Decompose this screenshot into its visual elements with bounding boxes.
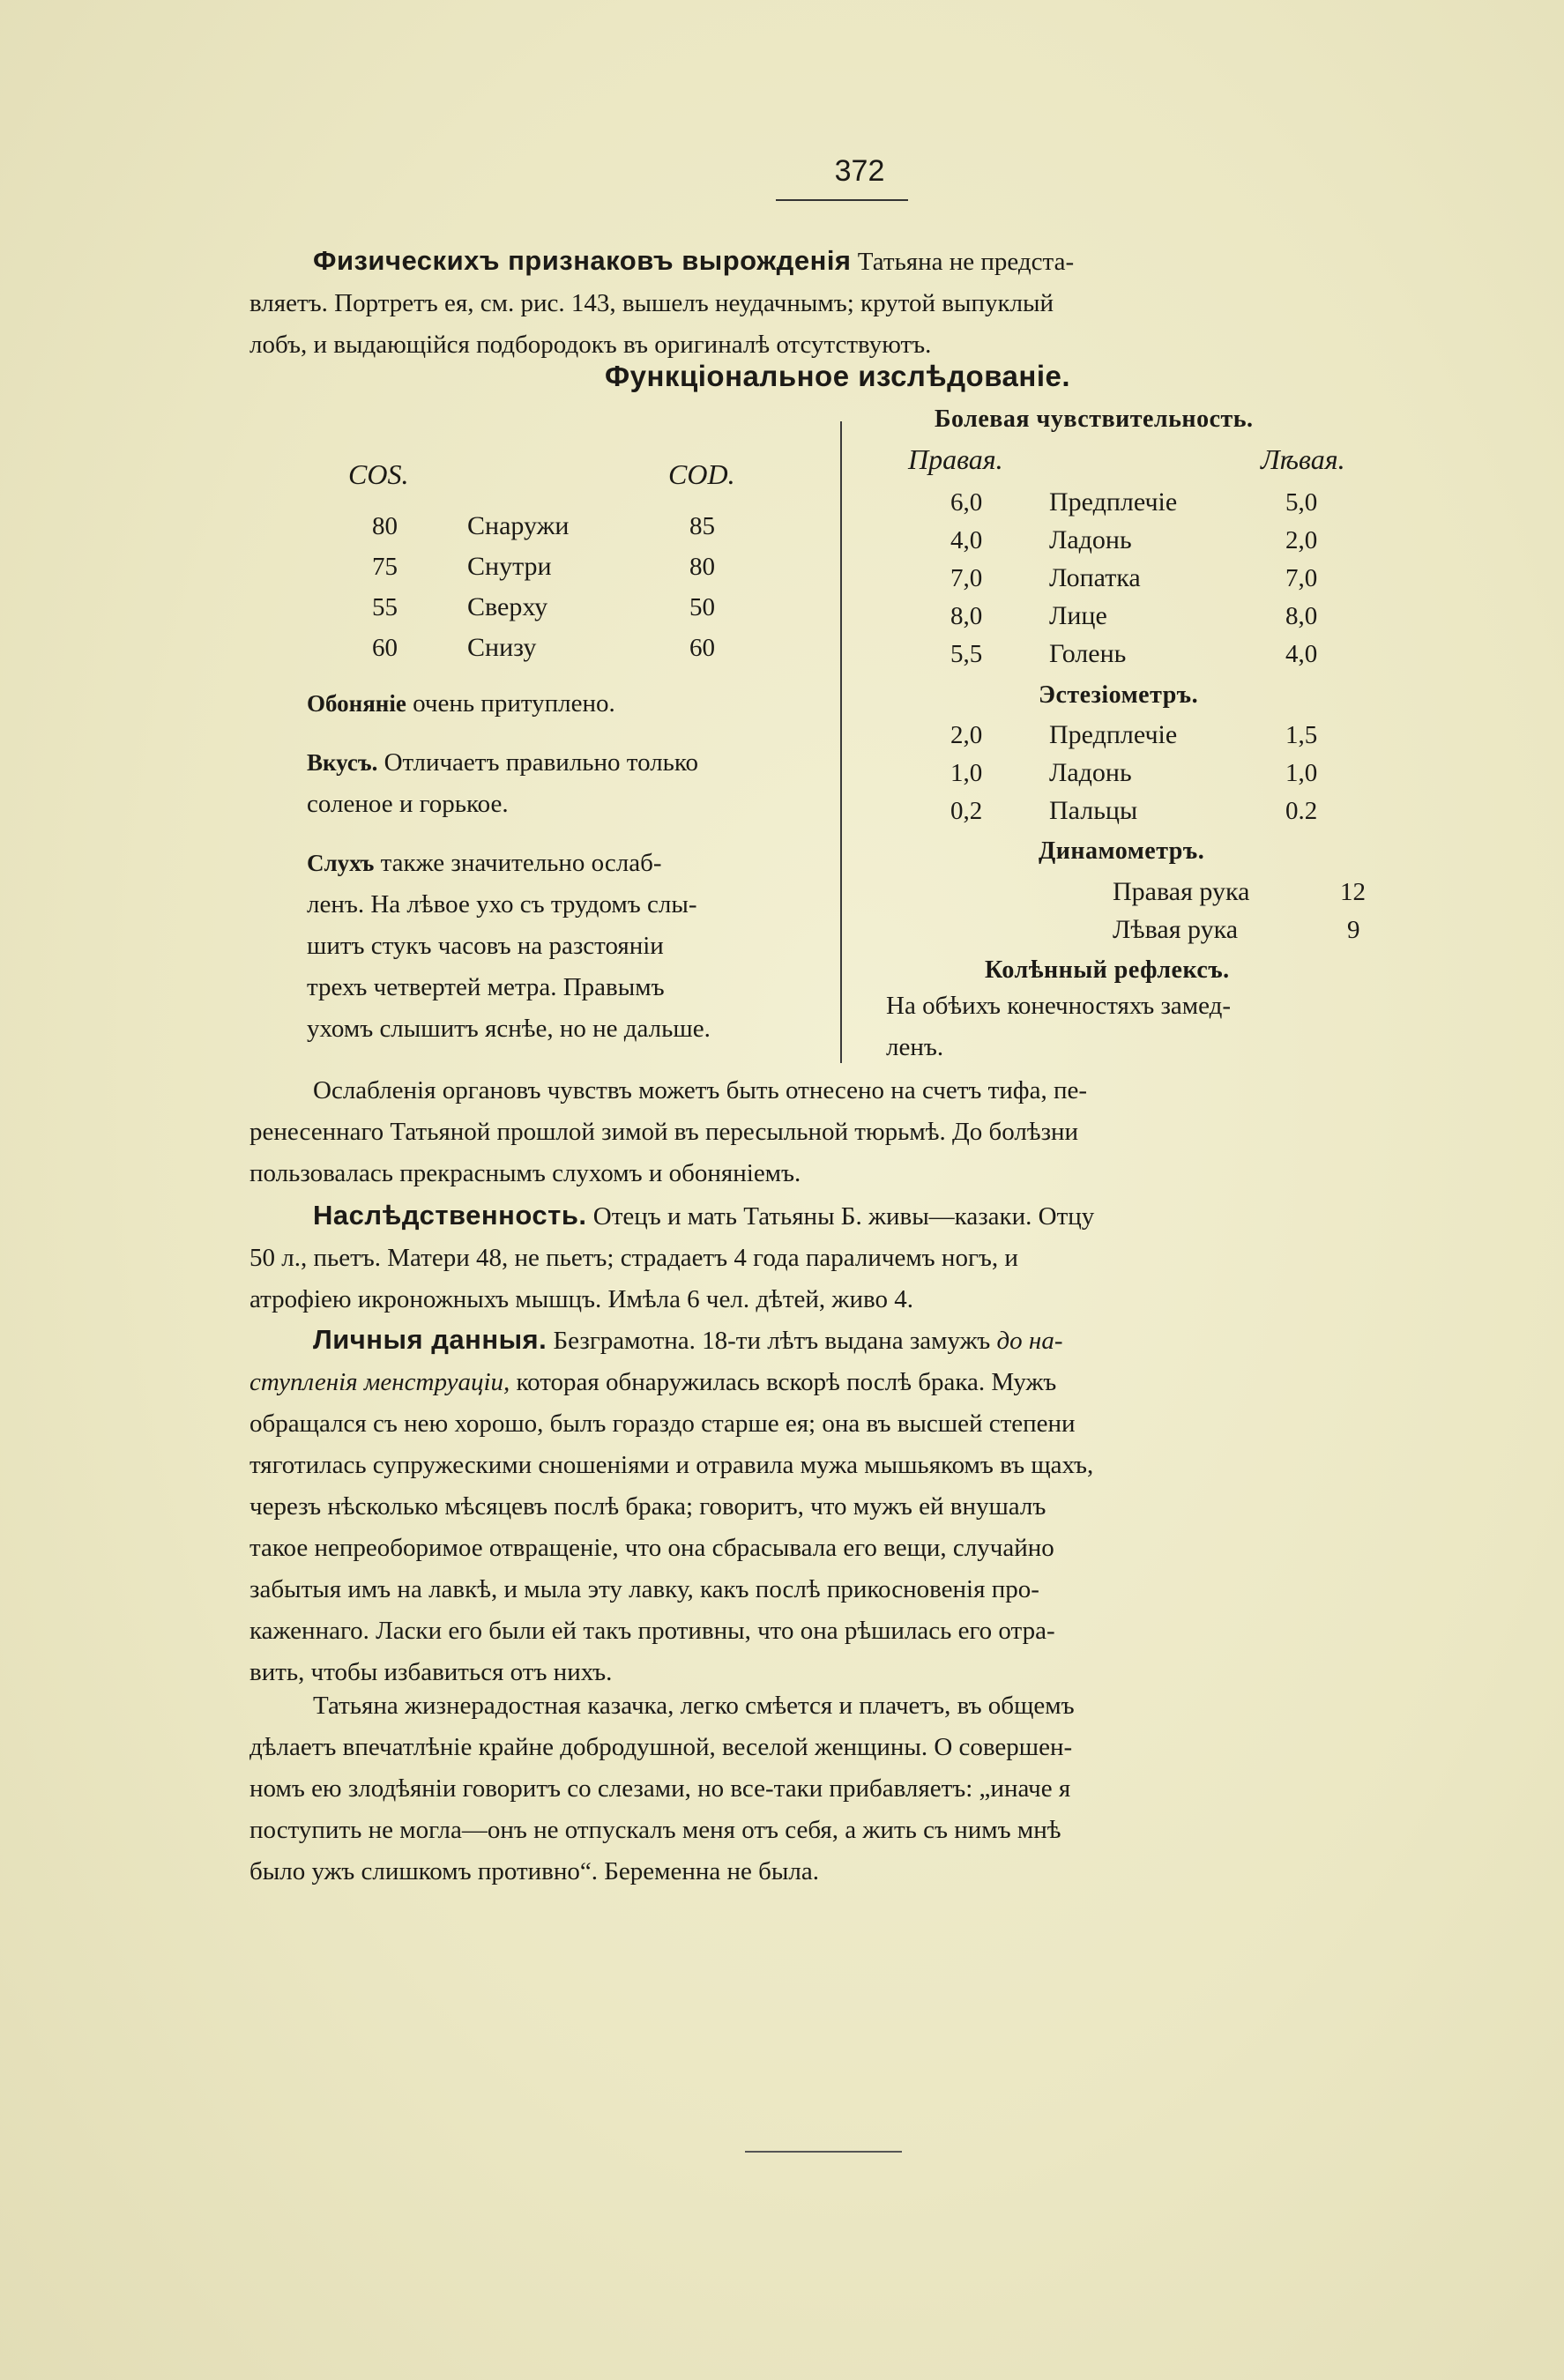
pain-right-value: 8,0 <box>950 602 983 630</box>
pain-right-value: 4,0 <box>950 526 983 554</box>
pain-title: Болевая чувствительность. <box>935 405 1254 433</box>
page-number-rule <box>776 199 908 201</box>
vision-right-value: 80 <box>689 553 715 581</box>
pain-label: Предплечіе <box>1049 487 1178 517</box>
personal-line2-italic: ступленія менструаціи, <box>249 1368 510 1396</box>
pain-left-value: 7,0 <box>1285 564 1318 592</box>
pain-right-value: 5,5 <box>950 640 983 668</box>
personal-line1: Безграмотна. 18-ти лѣтъ выдана замужъ <box>547 1327 997 1355</box>
pain-left-value: 8,0 <box>1285 602 1318 630</box>
esthesiometer-right-value: 2,0 <box>950 721 983 749</box>
intro-line3: лобъ, и выдающійся подбородокъ въ оригиналѣ отсутствуютъ. <box>249 331 932 359</box>
pain-left-value: 5,0 <box>1285 488 1318 517</box>
pain-label: Ладонь <box>1049 525 1132 554</box>
intro-line2: вляетъ. Портретъ ея, см. рис. 143, вышелъ неудачнымъ; крутой выпуклый <box>249 289 1054 317</box>
character-line: номъ ею злодѣяніи говоритъ со слезами, но все-таки прибавляетъ: „иначе я <box>249 1774 1071 1803</box>
character-line: было ужъ слишкомъ противно“. Беременна не была. <box>249 1857 820 1885</box>
dynamometer-value: 12 <box>1340 878 1366 906</box>
esthesiometer-label: Предплечіе <box>1049 720 1178 749</box>
vision-label: Снизу <box>467 633 537 662</box>
esthesiometer-label: Ладонь <box>1049 758 1132 787</box>
personal-line: вить, чтобы избавиться отъ нихъ. <box>249 1658 613 1686</box>
heredity-bold: Наслѣдственность. <box>313 1200 587 1231</box>
esthesiometer-title: Эстезіометръ. <box>1039 681 1199 709</box>
pain-right-value: 6,0 <box>950 488 983 517</box>
dynamometer-title: Динамометръ. <box>1039 837 1205 865</box>
personal-line: черезъ нѣсколько мѣсяцевъ послѣ брака; говоритъ, что мужъ ей внушалъ <box>249 1492 1046 1521</box>
page-number: 372 <box>834 154 885 188</box>
section-title: Функціональное изслѣдованіе. <box>604 360 1071 392</box>
esthesiometer-right-value: 1,0 <box>950 759 983 787</box>
vision-right-value: 85 <box>689 512 715 540</box>
dynamometer-label: Лѣвая рука <box>1113 915 1239 944</box>
reflex-text <box>886 985 1406 1068</box>
col-head-cod: COD. <box>668 458 735 490</box>
pain-label: Лице <box>1049 601 1107 630</box>
pain-left-value: 4,0 <box>1285 640 1318 668</box>
heredity-paragraph <box>249 1194 1422 1320</box>
intro-bold: Физическихъ признаковъ вырожденія <box>313 245 852 276</box>
intro-line1: Татьяна не предста- <box>851 248 1075 276</box>
vision-left-value: 60 <box>372 634 398 662</box>
left-column-text <box>307 683 831 1050</box>
esthesiometer-right-value: 0,2 <box>950 797 983 825</box>
hearing-line4: трехъ четвертей метра. Правымъ <box>307 973 665 1001</box>
hearing-bold: Слухъ <box>307 850 375 876</box>
esthesiometer-label: Пальцы <box>1049 796 1138 825</box>
taste-bold: Вкусъ. <box>307 749 378 776</box>
vision-right-value: 60 <box>689 634 715 662</box>
pain-label: Лопатка <box>1049 563 1141 592</box>
vision-left-value: 55 <box>372 593 398 621</box>
personal-line: обращался съ нею хорошо, былъ гораздо старше ея; она въ высшей степени <box>249 1409 1076 1438</box>
pain-col-right: Правая. <box>908 443 1003 475</box>
pain-right-value: 7,0 <box>950 564 983 592</box>
pain-col-left: Лѣвая. <box>1261 443 1345 475</box>
column-divider <box>840 421 842 1063</box>
smell-bold: Обоняніе <box>307 690 406 717</box>
weakening-paragraph <box>249 1070 1422 1194</box>
weakening-line: пользовалась прекраснымъ слухомъ и обоняніемъ. <box>249 1159 801 1187</box>
heredity-line3: атрофіею икроножныхъ мышцъ. Имѣла 6 чел. дѣтей, живо 4. <box>249 1285 913 1313</box>
weakening-line: ренесеннаго Татьяной прошлой зимой въ пересыльной тюрьмѣ. До болѣзни <box>249 1118 1079 1146</box>
vision-label: Сверху <box>467 592 548 621</box>
col-head-cos: COS. <box>348 458 409 490</box>
end-rule <box>745 2151 902 2153</box>
personal-line2: которая обнаружилась вскорѣ послѣ брака. Мужъ <box>510 1368 1057 1396</box>
character-line: поступить не могла—онъ не отпускалъ меня отъ себя, а жить съ нимъ мнѣ <box>249 1816 1061 1844</box>
pain-label: Голень <box>1049 639 1127 668</box>
vision-left-value: 80 <box>372 512 398 540</box>
dynamometer-value: 9 <box>1347 916 1360 944</box>
personal-line: такое непреоборимое отвращеніе, что она сбрасывала его вещи, случайно <box>249 1534 1054 1562</box>
esthesiometer-left-value: 0.2 <box>1285 797 1318 825</box>
character-paragraph <box>249 1685 1422 1893</box>
weakening-line: Ослабленія органовъ чувствъ можетъ быть отнесено на счетъ тифа, пе- <box>313 1076 1088 1104</box>
character-line: дѣлаетъ впечатлѣніе крайне добродушной, веселой женщины. О совершен- <box>249 1733 1073 1761</box>
pain-left-value: 2,0 <box>1285 526 1318 554</box>
esthesiometer-left-value: 1,0 <box>1285 759 1318 787</box>
personal-line: тяготилась супружескими сношеніями и отравила мужа мышьякомъ въ щахъ, <box>249 1451 1094 1479</box>
hearing-line5: ухомъ слышитъ яснѣе, но не дальше. <box>307 1015 711 1043</box>
heredity-line1: Отецъ и мать Татьяны Б. живы—казаки. Отцу <box>586 1202 1095 1231</box>
vision-left-value: 75 <box>372 553 398 581</box>
personal-line: забытыя имъ на лавкѣ, и мыла эту лавку, какъ послѣ прикосновенія про- <box>249 1575 1039 1603</box>
hearing-line1: также значительно ослаб- <box>374 849 662 877</box>
taste-line1: Отличаетъ правильно только <box>377 748 699 777</box>
hearing-line2: ленъ. На лѣвое ухо съ трудомъ слы- <box>307 890 697 919</box>
vision-right-value: 50 <box>689 593 715 621</box>
personal-bold: Личныя данныя. <box>313 1324 547 1355</box>
smell-text: очень притуплено. <box>406 689 615 718</box>
personal-line1-italic: до на- <box>996 1327 1063 1355</box>
character-line: Татьяна жизнерадостная казачка, легко смѣется и плачетъ, въ общемъ <box>313 1692 1075 1720</box>
hearing-line3: шитъ стукъ часовъ на разстояніи <box>307 932 664 960</box>
reflex-title: Колѣнный рефлексъ. <box>985 956 1230 984</box>
esthesiometer-left-value: 1,5 <box>1285 721 1318 749</box>
intro-paragraph <box>249 240 1422 366</box>
vision-label: Снаружи <box>467 511 570 540</box>
taste-line2: соленое и горькое. <box>307 790 509 818</box>
heredity-line2: 50 л., пьетъ. Матери 48, не пьетъ; страдаетъ 4 года параличемъ ногъ, и <box>249 1244 1018 1272</box>
right-column <box>846 405 1428 1075</box>
personal-paragraph <box>249 1319 1422 1693</box>
dynamometer-label: Правая рука <box>1113 877 1250 906</box>
reflex-line1: На обѣихъ конечностяхъ замед- <box>886 992 1232 1020</box>
personal-line: каженнаго. Ласки его были ей такъ противны, что она рѣшилась его отра- <box>249 1617 1055 1645</box>
vision-label: Снутри <box>467 552 552 581</box>
reflex-line2: ленъ. <box>886 1033 944 1061</box>
